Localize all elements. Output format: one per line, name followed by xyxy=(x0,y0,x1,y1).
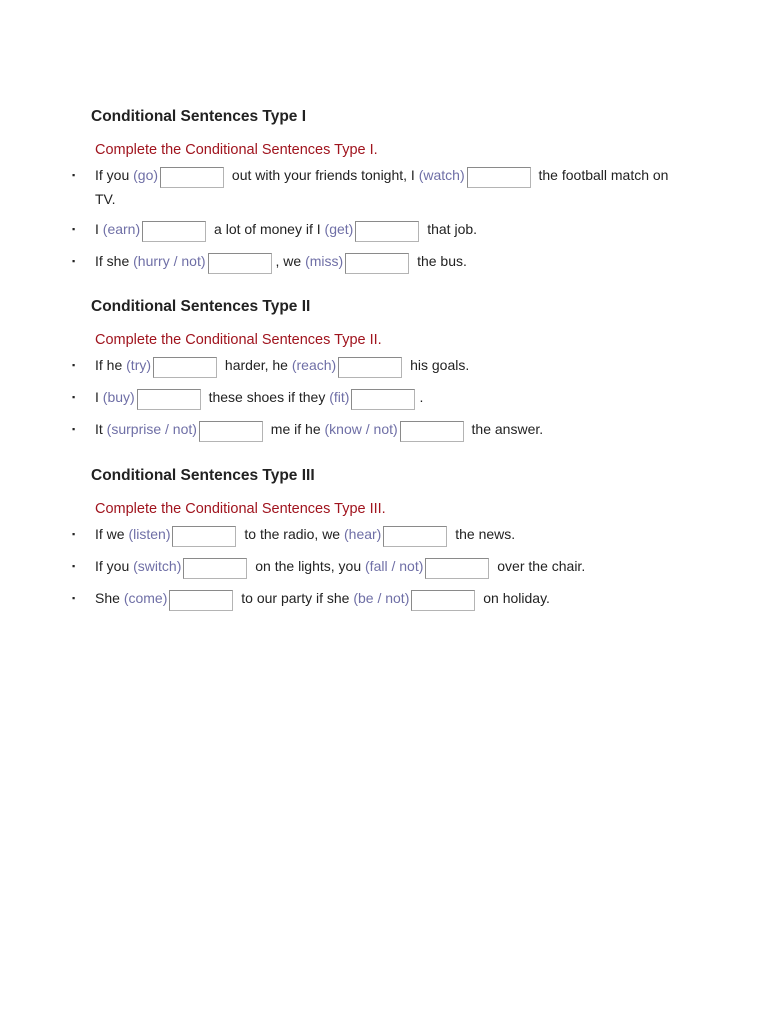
sentence-text: . xyxy=(419,389,424,405)
bullet-icon: ▪ xyxy=(72,360,76,370)
sentence-text: the answer. xyxy=(467,421,544,437)
sentence-text: If she xyxy=(95,253,134,269)
answer-blank-input[interactable] xyxy=(137,389,201,410)
exercise-item xyxy=(0,250,675,274)
verb-hint: (come) xyxy=(123,590,168,606)
verb-hint: (hurry / not) xyxy=(133,253,206,269)
bullet-icon: ▪ xyxy=(72,392,76,402)
sentence-text: I xyxy=(95,221,103,237)
answer-blank-input[interactable] xyxy=(400,421,464,442)
section-title: Conditional Sentences Type I xyxy=(91,108,307,125)
sentence-text: on the lights, you xyxy=(251,558,366,574)
answer-blank-input[interactable] xyxy=(153,357,217,378)
exercise-item xyxy=(0,418,675,442)
bullet-icon: ▪ xyxy=(72,424,76,434)
verb-hint: (miss) xyxy=(305,253,344,269)
sentence-text: these shoes if they xyxy=(204,389,330,405)
exercise-item xyxy=(0,218,675,242)
verb-hint: (get) xyxy=(324,221,354,237)
answer-blank-input[interactable] xyxy=(199,421,263,442)
verb-hint: (know / not) xyxy=(324,421,398,437)
sentence-text: me if he xyxy=(266,421,325,437)
verb-hint: (buy) xyxy=(102,389,135,405)
sentence-text: out with your friends tonight, I xyxy=(228,167,419,183)
verb-hint: (earn) xyxy=(102,221,141,237)
answer-blank-input[interactable] xyxy=(172,526,236,547)
bullet-icon: ▪ xyxy=(72,224,76,234)
exercise-item xyxy=(0,386,675,410)
sentence-text: harder, he xyxy=(221,357,292,373)
section-title: Conditional Sentences Type III xyxy=(91,467,315,484)
verb-hint: (go) xyxy=(133,167,159,183)
sentence-text: It xyxy=(95,421,107,437)
section-instruction: Complete the Conditional Sentences Type II. xyxy=(95,332,382,348)
bullet-icon: ▪ xyxy=(72,529,76,539)
sentence-text: to our party if she xyxy=(237,590,354,606)
answer-blank-input[interactable] xyxy=(169,590,233,611)
exercise-item xyxy=(0,587,675,611)
bullet-icon: ▪ xyxy=(72,170,76,180)
verb-hint: (be / not) xyxy=(353,590,410,606)
sentence-text: , we xyxy=(275,253,306,269)
sentence-text: I xyxy=(95,389,103,405)
exercise-item xyxy=(0,164,675,210)
verb-hint: (watch) xyxy=(418,167,465,183)
verb-hint: (listen) xyxy=(128,526,171,542)
sentence-text: She xyxy=(95,590,124,606)
verb-hint: (hear) xyxy=(344,526,382,542)
verb-hint: (reach) xyxy=(291,357,337,373)
answer-blank-input[interactable] xyxy=(383,526,447,547)
exercise-list xyxy=(0,164,768,282)
sentence-text: If you xyxy=(95,167,134,183)
answer-blank-input[interactable] xyxy=(183,558,247,579)
section-instruction: Complete the Conditional Sentences Type I. xyxy=(95,142,378,158)
sentence-text: If we xyxy=(95,526,129,542)
verb-hint: (surprise / not) xyxy=(106,421,197,437)
exercise-item xyxy=(0,354,675,378)
sentence-text: that job. xyxy=(423,221,478,237)
exercise-item xyxy=(0,523,675,547)
answer-blank-input[interactable] xyxy=(411,590,475,611)
answer-blank-input[interactable] xyxy=(355,221,419,242)
verb-hint: (fall / not) xyxy=(365,558,424,574)
answer-blank-input[interactable] xyxy=(467,167,531,188)
exercise-list xyxy=(0,523,768,619)
answer-blank-input[interactable] xyxy=(160,167,224,188)
sentence-text: over the chair. xyxy=(493,558,586,574)
sentence-text: a lot of money if I xyxy=(210,221,325,237)
verb-hint: (try) xyxy=(126,357,152,373)
verb-hint: (fit) xyxy=(329,389,350,405)
sentence-text: to the radio, we xyxy=(240,526,344,542)
sentence-text: on holiday. xyxy=(479,590,550,606)
answer-blank-input[interactable] xyxy=(351,389,415,410)
sentence-text: the news. xyxy=(451,526,516,542)
exercise-list xyxy=(0,354,768,450)
bullet-icon: ▪ xyxy=(72,593,76,603)
answer-blank-input[interactable] xyxy=(142,221,206,242)
section-instruction: Complete the Conditional Sentences Type III. xyxy=(95,501,386,517)
answer-blank-input[interactable] xyxy=(208,253,272,274)
bullet-icon: ▪ xyxy=(72,256,76,266)
exercise-item xyxy=(0,555,675,579)
sentence-text: If you xyxy=(95,558,134,574)
bullet-icon: ▪ xyxy=(72,561,76,571)
verb-hint: (switch) xyxy=(133,558,182,574)
sentence-text: the bus. xyxy=(413,253,467,269)
answer-blank-input[interactable] xyxy=(338,357,402,378)
answer-blank-input[interactable] xyxy=(425,558,489,579)
sentence-text: his goals. xyxy=(406,357,470,373)
sentence-text: the football match on TV. xyxy=(95,167,669,207)
section-title: Conditional Sentences Type II xyxy=(91,298,311,315)
answer-blank-input[interactable] xyxy=(345,253,409,274)
sentence-text: If he xyxy=(95,357,127,373)
